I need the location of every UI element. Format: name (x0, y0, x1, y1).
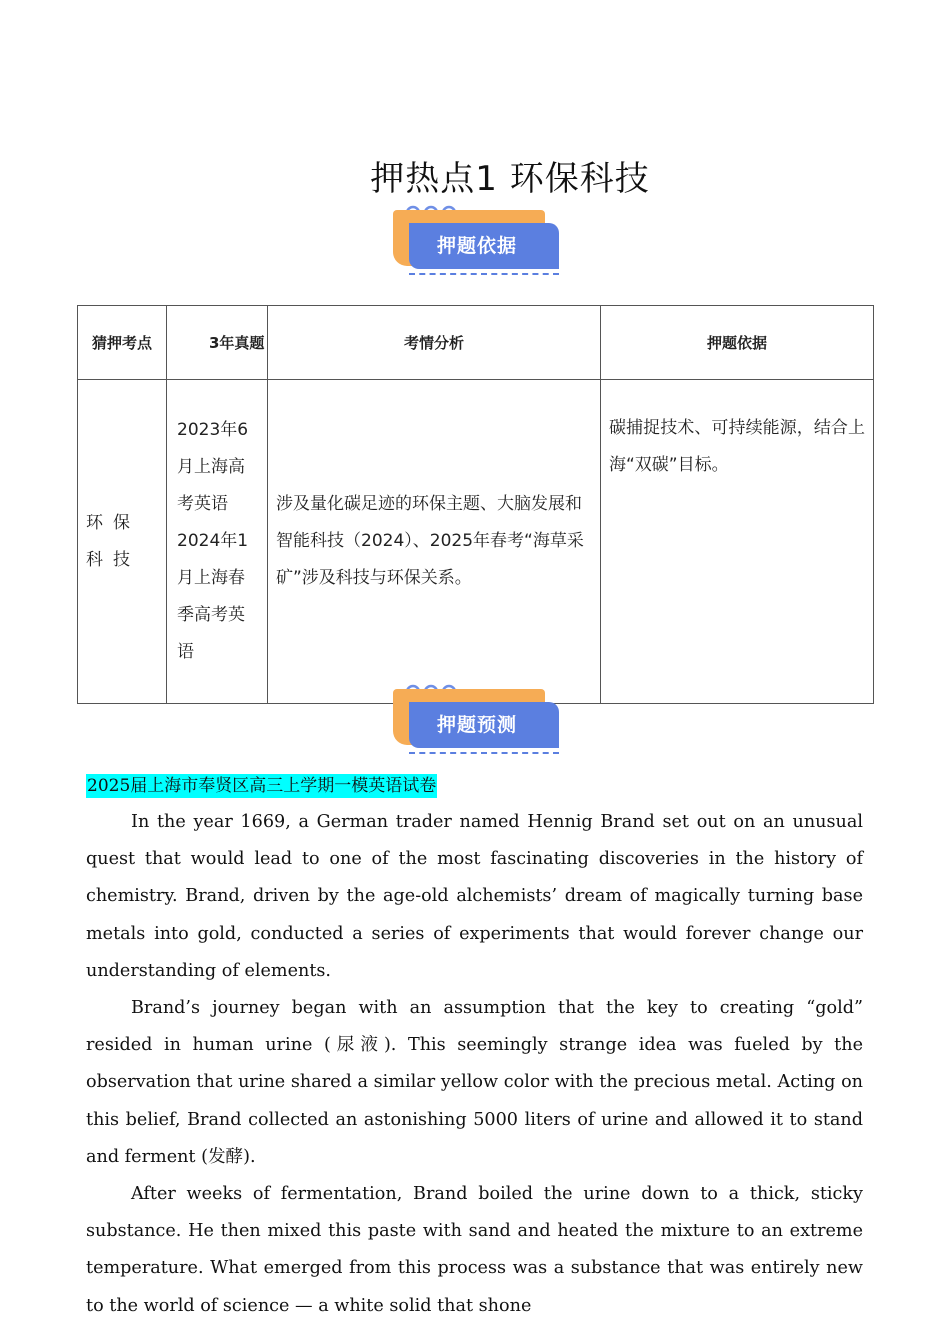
header-basis: 押题依据 (601, 306, 874, 380)
table-header-row (78, 306, 874, 380)
paragraph: In the year 1669, a German trader named Hennig Brand set out on an unusual quest that would lead to one of the most fascinating discoveries in the history of chemistry. Brand, driven by the age-old alchemists’ dream of magically turning base metals into gold, conducted a series of experiments that would forever change our understanding of elements. (86, 812, 863, 981)
cell-topic: 环保科技 (78, 380, 167, 704)
header-analysis: 考情分析 (268, 306, 601, 380)
prediction-badge (393, 677, 563, 759)
cell-years: 2023年6月上海高考英语 2024年1月上海春季高考英语 (167, 380, 268, 704)
cell-basis: 碳捕捉技术、可持续能源，结合上海“双碳”目标。 (601, 380, 874, 704)
badge-label: 押题预测 (436, 714, 517, 736)
header-years: 3年真题 (167, 306, 268, 380)
page-title: 押热点1 环保科技 (370, 158, 650, 199)
table-row (78, 380, 874, 704)
article-body (86, 804, 863, 1325)
basis-badge (393, 198, 563, 280)
paragraph: Brand’s journey began with an assumption that the key to creating “gold” resided in human urine (尿液). This seemingly strange idea was fueled by the observation that urine shared a similar yellow color with the precious metal. Acting on this belief, Brand collected an astonishing 5000 liters of urine and allowed it to stand and ferment (发酵). (86, 998, 863, 1167)
source-label: 2025届上海市奉贤区高三上学期一模英语试卷 (87, 776, 437, 796)
cell-analysis: 涉及量化碳足迹的环保主题、大脑发展和智能科技（2024）、2025年春考“海草采矿”涉及科技与环保关系。 (268, 380, 601, 704)
paragraph: After weeks of fermentation, Brand boiled the urine down to a thick, sticky substance. He then mixed this paste with sand and heated the mixture to an extreme temperature. What emerged from this process was a substance that was entirely new to the world of science — a white solid that shone (86, 1184, 863, 1316)
header-topic: 猜押考点 (78, 306, 167, 380)
badge-label: 押题依据 (436, 235, 517, 257)
analysis-table (77, 305, 874, 704)
